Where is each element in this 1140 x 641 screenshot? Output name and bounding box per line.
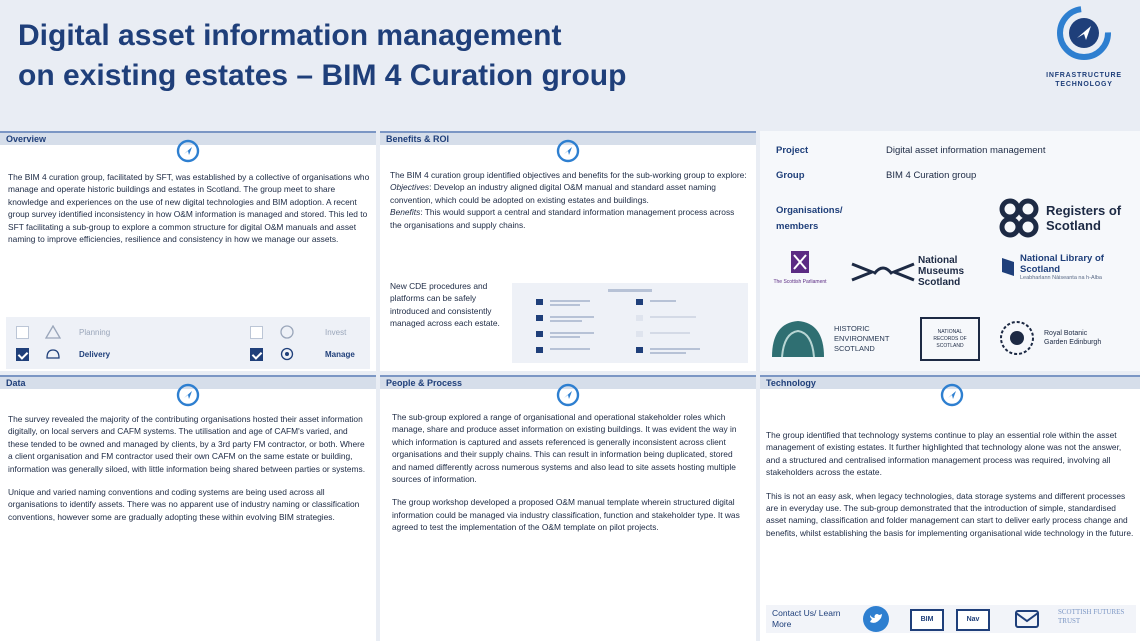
hes-text: HISTORIC ENVIRONMENT SCOTLAND (834, 324, 890, 353)
stage-manage (250, 347, 355, 361)
registers-of-scotland-text: Registers of Scotland (1046, 203, 1122, 233)
stage-manage-label: Manage (325, 349, 355, 359)
data-panel (0, 375, 376, 641)
people-paragraph-2: The group workshop developed a proposed O&M manual template wherein structured digital information could be managed via industry classification, function and stakeholder type. It was agreed to test the implementation of the O&M template on pilot projects. (392, 497, 740, 533)
compass-icon (556, 383, 580, 407)
title-line-1: Digital asset information management (18, 19, 562, 52)
rbge-crest-icon (996, 317, 1038, 359)
group-value: BIM 4 Curation group (886, 170, 977, 181)
manage-checkbox[interactable] (250, 348, 263, 361)
compass-icon (176, 383, 200, 407)
stage-delivery-label: Delivery (79, 349, 111, 359)
data-paragraph-1: The survey revealed the majority of the contributing organisations hosted their asset information digitally, on local servers and CAFM systems. The utilisation and age of CAFM's varied, and these tended to be owned and managed by clients, by a 3rd party FM contractor, or both. Where a client organisation and FM contractor used their own CAFM on the same estate or building, information was generally siloed, with little information being shared between parties or systems. (8, 414, 366, 474)
technology-paragraph-1: The group identified that technology systems continue to play an essential role within the asset management of existing estates. It further highlighted that technology alone was not the answer, and a structured and centralised information management process was required, involving all stakeholders across the estate. (766, 430, 1122, 478)
stage-invest-label: Invest (325, 327, 347, 337)
historic-environment-scotland-logo (768, 317, 908, 361)
group-label: Group (776, 170, 805, 181)
gear-icon (279, 347, 295, 361)
brand-line-2: TECHNOLOGY (1055, 81, 1113, 88)
benefits-label: Benefits (390, 207, 421, 218)
contact-bar (766, 605, 1136, 633)
stage-delivery (16, 347, 110, 361)
page-title (18, 16, 626, 96)
warning-icon (45, 325, 61, 339)
registers-of-scotland-logo (998, 197, 1134, 239)
organisations-label: Organisations/ members (776, 205, 843, 232)
royal-botanic-garden-logo (996, 317, 1104, 359)
national-records-scotland-logo (920, 317, 980, 361)
twitter-icon[interactable] (862, 605, 890, 633)
brand (1036, 6, 1132, 89)
national-library-gaelic-text: Leabharlann Nàiseanta na h-Alba (1020, 275, 1102, 281)
national-library-scotland-logo (1000, 253, 1120, 281)
bim-icon[interactable]: BIM (910, 609, 944, 631)
benefits-text: : This would support a central and standard information management process across the organisations and supply chains. (390, 207, 735, 230)
project-info-panel (760, 131, 1140, 371)
overview-body: The BIM 4 curation group, facilitated by SFT, was established by a collective of organisations who manage and operate historic buildings and estates in Scotland. The group meet to share knowledge and experiences on the use of new digital technologies and BIM adoption. A recent group survey identified inconsistency in how O&M information is managed and stored. This led to SFT facilitating a sub-group to explore a common structure for digital O&M manuals and asset naming to improve efficiencies, resilience and consistency in how we manage our assets. (8, 172, 370, 245)
national-library-scotland-text: National Library of Scotland (1020, 253, 1104, 275)
technology-paragraph-2: This is not an easy ask, when legacy technologies, data storage systems and different processes are in everyday use. The sub-group demonstrated that the introduction of simple, standardised asset naming, classification and folder management can start to deliver early process change and benefits, whilst establishing the basis for implementing organisational wide technology in the future. (766, 490, 1134, 538)
cde-text: New CDE procedures and platforms can be safely introduced and consistently managed across each estate. (390, 281, 500, 329)
museums-mark-icon (850, 256, 916, 288)
registers-of-scotland-icon (998, 197, 1040, 239)
helmet-icon (45, 347, 61, 361)
nav-icon[interactable]: Nav (956, 609, 990, 631)
infrastructure-technology-logo (1057, 6, 1111, 60)
library-mark-icon (1000, 256, 1016, 278)
contact-label: Contact Us/ Learn More (772, 608, 841, 629)
objectives-label: Objectives (390, 182, 430, 193)
project-label: Project (776, 145, 809, 156)
overview-heading: Overview (0, 131, 376, 145)
rbge-text: Royal Botanic Garden Edinburgh (1044, 330, 1102, 346)
compass-icon (176, 139, 200, 163)
om-manual-template-thumbnail (512, 283, 748, 363)
national-museums-scotland-logo (850, 255, 980, 288)
hes-mark-icon (768, 317, 828, 361)
people-paragraph-1: The sub-group explored a range of organisational and operational stakeholder roles which manage, share and produce asset information on existing buildings. It was evident the way in which information is captured and assets referenced is generally inconsistent across client organisations and their supply chains. This can result in information being duplicated, stored and named differently across numerous systems and also lead to site assets hosting multiple sources of information. (392, 412, 737, 485)
technology-panel (760, 375, 1140, 641)
compass-icon (556, 139, 580, 163)
lifecycle-stages (6, 317, 370, 369)
benefits-heading: Benefits & ROI (380, 131, 756, 145)
brand-line-1: INFRASTRUCTURE (1046, 72, 1122, 79)
overview-panel (0, 131, 376, 371)
benefits-panel (380, 131, 756, 371)
title-line-2: on existing estates – BIM 4 Curation group (18, 59, 627, 92)
delivery-checkbox[interactable] (16, 348, 29, 361)
invest-checkbox[interactable] (250, 326, 263, 339)
data-heading: Data (0, 375, 376, 389)
technology-heading: Technology (760, 375, 1140, 389)
project-value: Digital asset information management (886, 145, 1046, 156)
stage-planning (16, 325, 110, 339)
scottish-parliament-logo (768, 249, 832, 285)
planning-checkbox[interactable] (16, 326, 29, 339)
compass-icon (940, 383, 964, 407)
stage-planning-label: Planning (79, 327, 111, 337)
scottish-parliament-text: The Scottish Parliament (773, 279, 827, 285)
stage-invest (250, 325, 346, 339)
data-paragraph-2: Unique and varied naming conventions and coding systems are being used across all organisations to identify assets. There was no apparent use of industry naming or classification conventions, however some are gradually adopting these within evolving BIM strategies. (8, 487, 360, 522)
clock-icon (279, 325, 295, 339)
benefits-intro: The BIM 4 curation group identified objectives and benefits for the sub-working group to explore: (390, 170, 747, 180)
national-museums-scotland-text: National Museums Scotland (918, 255, 965, 288)
parliament-crest-icon (788, 249, 812, 277)
national-records-text: NATIONAL RECORDS OF SCOTLAND (933, 328, 967, 349)
people-heading: People & Process (380, 375, 756, 389)
sft-logo: SCOTTISH FUTURES TRUST (1058, 608, 1125, 625)
people-process-panel (380, 375, 756, 641)
mail-icon[interactable] (1014, 607, 1040, 631)
objectives-text: : Develop an industry aligned digital O&M manual and standard asset naming convention, which could be adopted on existing estates and buildings. (390, 182, 716, 205)
